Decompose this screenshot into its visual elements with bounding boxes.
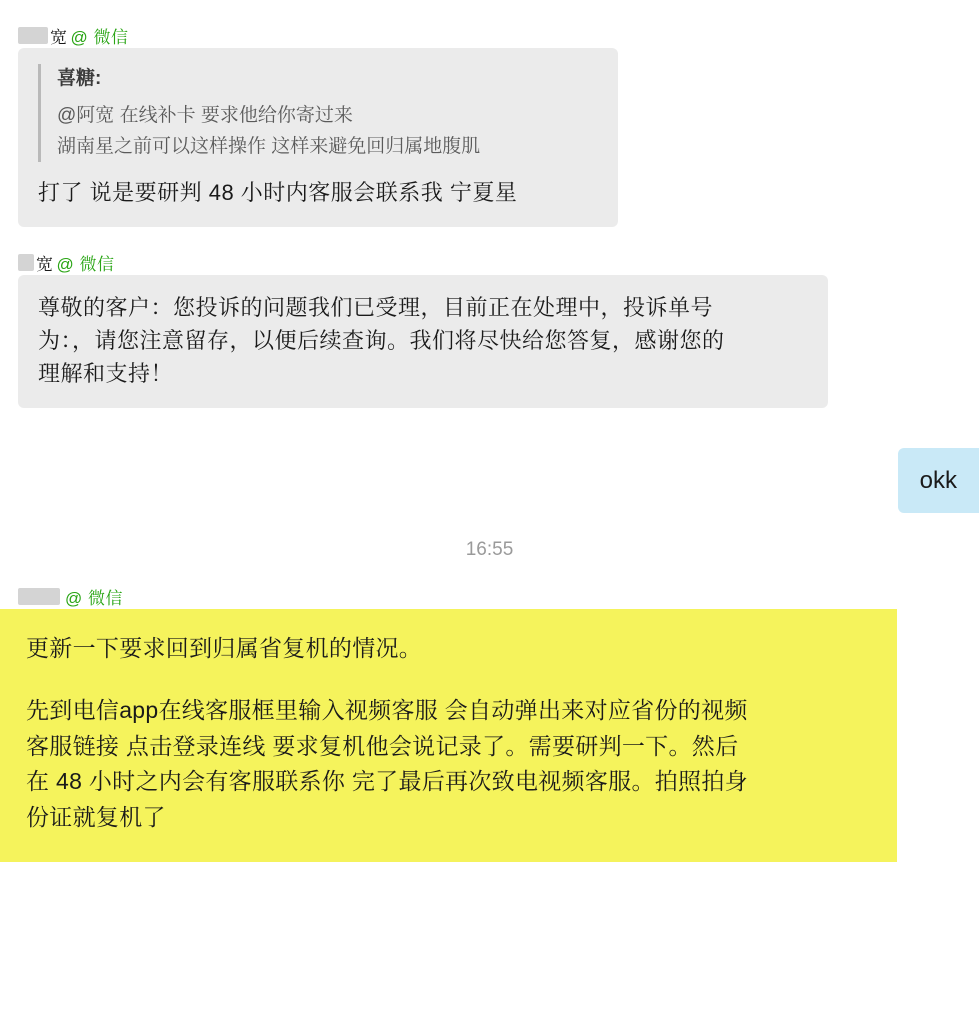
quote-author: 喜糖:: [57, 68, 102, 89]
message-sender-row: [0, 583, 979, 609]
message-bubble-outgoing[interactable]: [898, 448, 979, 513]
sender-name: 宽: [36, 254, 54, 274]
message-line: 为：，请您注意留存，以便后续查询。我们将尽快给您答复，感谢您的: [38, 328, 725, 354]
message-text: 打了 说是要研判 48 小时内客服会联系我 宁夏星: [38, 180, 518, 206]
at-mention-tag[interactable]: @ 微信: [56, 254, 115, 274]
redacted-name-block: [18, 254, 34, 271]
message-bubble-quoted[interactable]: [18, 48, 618, 227]
message-bubble-highlighted[interactable]: [0, 609, 897, 861]
redacted-name-block: [18, 27, 48, 44]
message-line: 客服链接 点击登录连线 要求复机他会说记录了。需要研判一下。然后: [26, 732, 739, 759]
message-line: 先到电信app在线客服框里输入视频客服 会自动弹出来对应省份的视频: [26, 697, 748, 724]
message-sender-row: [0, 249, 979, 275]
quoted-message: [38, 64, 598, 162]
quote-line: @阿宽 在线补卡 要求他给你寄过来: [57, 105, 353, 127]
at-mention-tag[interactable]: @ 微信: [65, 588, 123, 608]
outgoing-message-row: [0, 448, 979, 513]
sender-name: 宽: [50, 27, 68, 47]
at-mention-tag[interactable]: @ 微信: [70, 27, 129, 47]
timestamp: 16:55: [465, 539, 514, 561]
message-line: 在 48 小时之内会有客服联系你 完了最后再次致电视频客服。拍照拍身: [26, 768, 748, 795]
quote-line: 湖南星之前可以这样操作 这样来避免回归属地腹肌: [57, 135, 481, 157]
message-line: 理解和支持！: [38, 361, 174, 387]
message-line: 尊敬的客户：您投诉的问题我们已受理，目前正在处理中，投诉单号: [38, 295, 714, 321]
redacted-name-block: [18, 588, 60, 605]
message-line: 份证就复机了: [26, 803, 166, 830]
message-text: okk: [919, 467, 957, 495]
message-bubble-service-reply[interactable]: [18, 275, 828, 408]
message-sender-row: [0, 22, 979, 48]
message-paragraph: 更新一下要求回到归属省复机的情况。: [26, 635, 423, 662]
